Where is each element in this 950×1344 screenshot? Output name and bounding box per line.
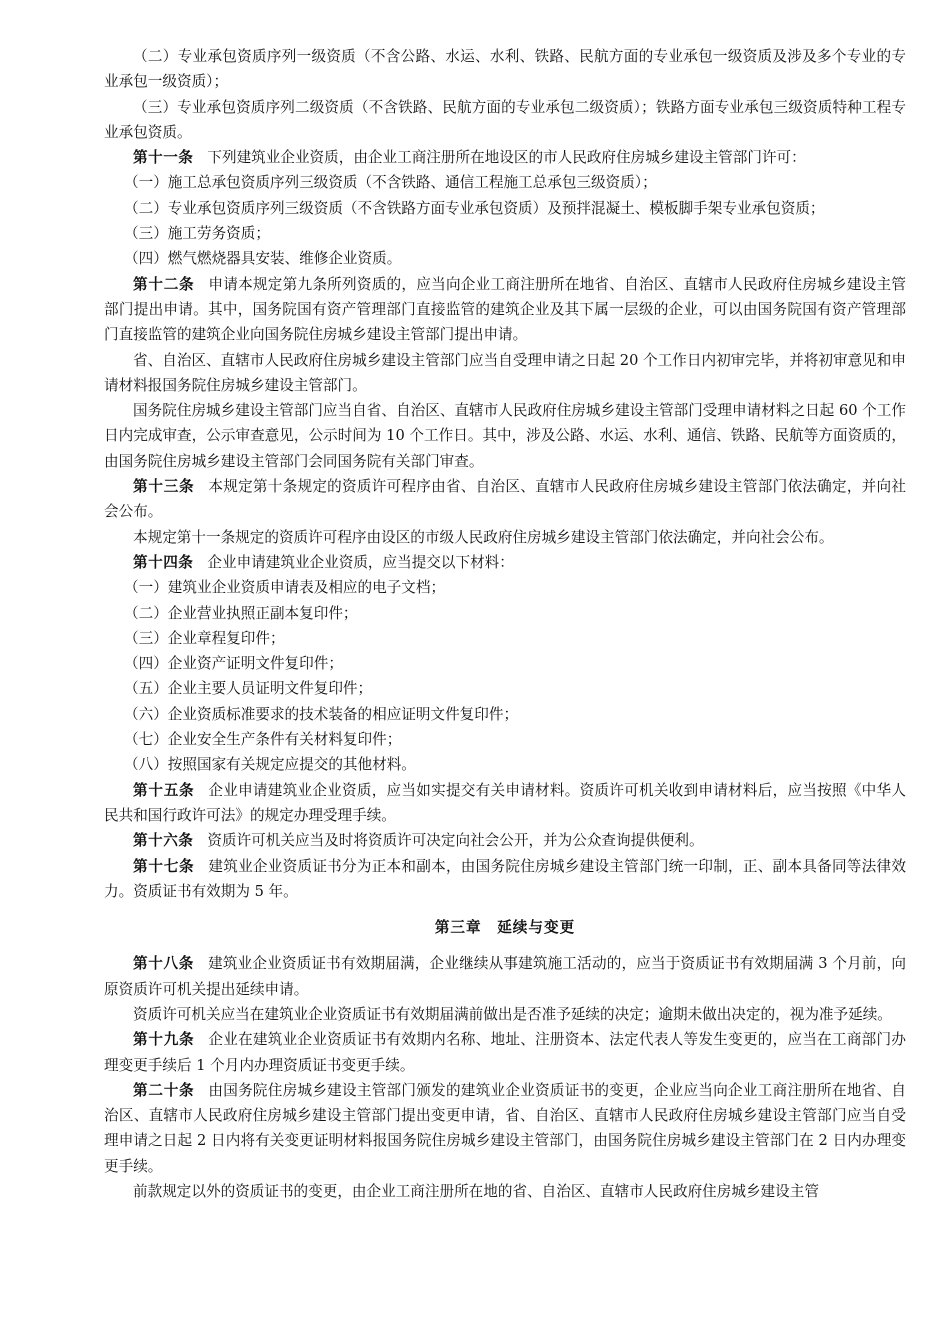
article-text: 企业申请建筑业企业资质，应当提交以下材料： bbox=[207, 553, 514, 571]
article-label: 第十八条 bbox=[133, 955, 195, 973]
article-paragraph bbox=[104, 778, 906, 829]
body-paragraph: 资质许可机关应当在建筑业企业资质证书有效期届满前做出是否准予延续的决定；逾期未做出决定的，视为准予延续。 bbox=[133, 1005, 892, 1023]
body-paragraph: 省、自治区、直辖市人民政府住房城乡建设主管部门应当自受理申请之日起 20 个工作日内初审完毕，并将初审意见和申请材料报国务院住房城乡建设主管部门。 bbox=[104, 351, 906, 394]
list-item: （二）专业承包资质序列三级资质（不含铁路方面专业承包资质）及预拌混凝土、模板脚手架专业承包资质； bbox=[124, 199, 825, 217]
article-label: 第十二条 bbox=[133, 275, 195, 293]
article-text: 申请本规定第九条所列资质的，应当向企业工商注册所在地省、自治区、直辖市人民政府住房城乡建设主管部门提出申请。其中，国务院国有资产管理部门直接监管的建筑企业及其下属一层级的企业，可以由国务院国有资产管理部门直接监管的建筑企业向国务院住房城乡建设主管部门提出申请。 bbox=[104, 275, 906, 344]
list-item: （二）企业营业执照正副本复印件； bbox=[124, 604, 358, 622]
article-text: 建筑业企业资质证书分为正本和副本，由国务院住房城乡建设主管部门统一印制，正、副本具备同等法律效力。资质证书有效期为 5 年。 bbox=[104, 857, 906, 900]
article-text: 由国务院住房城乡建设主管部门颁发的建筑业企业资质证书的变更，企业应当向企业工商注册所在地省、自治区、直辖市人民政府住房城乡建设主管部门提出变更申请，省、自治区、直辖市人民政府住房城乡建设主管部门应当自受理申请之日起 2 日内将有关变更证明材料报国务院住房城乡建设主管部门，由国务院住房城乡建设主管部门在 2 日内办理变更手续。 bbox=[104, 1081, 906, 1175]
article-paragraph bbox=[104, 951, 906, 1002]
list-item: （三）施工劳务资质； bbox=[124, 225, 270, 243]
list-item: （四）企业资产证明文件复印件； bbox=[124, 655, 343, 673]
article-text: 下列建筑业企业资质，由企业工商注册所在地设区的市人民政府住房城乡建设主管部门许可： bbox=[207, 149, 806, 167]
list-item: （一）施工总承包资质序列三级资质（不含铁路、通信工程施工总承包三级资质）； bbox=[124, 174, 657, 192]
body-paragraph: 国务院住房城乡建设主管部门应当自省、自治区、直辖市人民政府住房城乡建设主管部门受理申请材料之日起 60 个工作日内完成审查，公示审查意见，公示时间为 10 个工作日。其中，涉及公路、水运、水利、通信、铁路、民航等方面资质的，由国务院住房城乡建设主管部门会同国务院有关部门审查。 bbox=[104, 402, 906, 470]
list-item: （四）燃气燃烧器具安装、维修企业资质。 bbox=[124, 250, 402, 268]
article-paragraph bbox=[104, 854, 906, 905]
article-text: 本规定第十条规定的资质许可程序由省、自治区、直辖市人民政府住房城乡建设主管部门依法确定，并向社会公布。 bbox=[104, 478, 906, 521]
article-paragraph bbox=[104, 550, 906, 575]
article-paragraph bbox=[104, 272, 906, 348]
list-item: （七）企业安全生产条件有关材料复印件； bbox=[124, 731, 402, 749]
list-item: （三）企业章程复印件； bbox=[124, 629, 285, 647]
article-label: 第十四条 bbox=[133, 553, 194, 571]
body-paragraph: 前款规定以外的资质证书的变更，由企业工商注册所在地的省、自治区、直辖市人民政府住房城乡建设主管 bbox=[133, 1183, 819, 1201]
article-label: 第十七条 bbox=[133, 857, 195, 875]
list-item: （八）按照国家有关规定应提交的其他材料。 bbox=[124, 756, 416, 774]
article-label: 第十一条 bbox=[133, 149, 194, 167]
article-paragraph bbox=[104, 1027, 906, 1078]
article-text: 建筑业企业资质证书有效期届满，企业继续从事建筑施工活动的，应当于资质证书有效期届满 3 个月前，向原资质许可机关提出延续申请。 bbox=[104, 955, 906, 998]
article-text: 资质许可机关应当及时将资质许可决定向社会公开，并为公众查询提供便利。 bbox=[207, 832, 704, 850]
article-paragraph bbox=[104, 474, 906, 525]
list-item: （六）企业资质标准要求的技术装备的相应证明文件复印件； bbox=[124, 705, 519, 723]
list-item: （五）企业主要人员证明文件复印件； bbox=[124, 680, 373, 698]
article-paragraph bbox=[104, 828, 906, 853]
article-label: 第十六条 bbox=[133, 832, 194, 850]
article-label: 第二十条 bbox=[133, 1081, 195, 1099]
article-paragraph bbox=[104, 1078, 906, 1179]
article-paragraph bbox=[104, 145, 906, 170]
chapter-heading: 第三章 延续与变更 bbox=[434, 919, 576, 937]
article-text: 企业在建筑业企业资质证书有效期内名称、地址、注册资本、法定代表人等发生变更的，应当在工商部门办理变更手续后 1 个月内办理资质证书变更手续。 bbox=[104, 1031, 906, 1074]
article-label: 第十三条 bbox=[133, 478, 195, 496]
article-text: 企业申请建筑业企业资质，应当如实提交有关申请材料。资质许可机关收到申请材料后，应当按照《中华人民共和国行政许可法》的规定办理受理手续。 bbox=[104, 781, 906, 824]
article-label: 第十五条 bbox=[133, 781, 195, 799]
body-paragraph: （二）专业承包资质序列一级资质（不含公路、水运、水利、铁路、民航方面的专业承包一级资质及涉及多个专业的专业承包一级资质）； bbox=[104, 48, 906, 91]
body-paragraph: 本规定第十一条规定的资质许可程序由设区的市级人民政府住房城乡建设主管部门依法确定，并向社会公布。 bbox=[133, 528, 834, 546]
article-label: 第十九条 bbox=[133, 1031, 195, 1049]
body-paragraph: （三）专业承包资质序列二级资质（不含铁路、民航方面的专业承包二级资质）；铁路方面专业承包三级资质特种工程专业承包资质。 bbox=[104, 98, 906, 141]
list-item: （一）建筑业企业资质申请表及相应的电子文档； bbox=[124, 579, 446, 597]
